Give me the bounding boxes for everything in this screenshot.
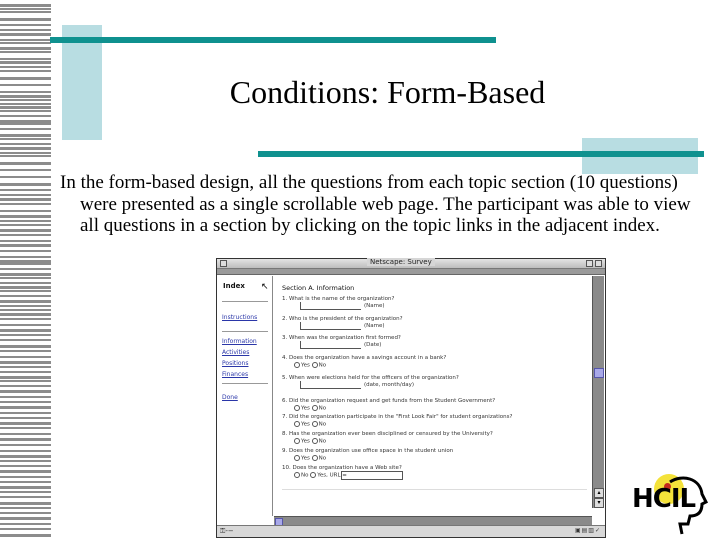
question-4-radios[interactable]: Yes No — [294, 362, 326, 369]
question-1-input[interactable] — [300, 302, 361, 310]
radio-no[interactable] — [312, 421, 318, 427]
question-8-radios[interactable]: Yes No — [294, 438, 326, 445]
index-frame — [218, 276, 273, 516]
hcil-logo — [632, 472, 712, 536]
window-title: Netscape: Survey — [367, 258, 435, 266]
question-9: 9. Does the organization use office space in the student union — [282, 448, 454, 454]
radio-yes-url[interactable] — [310, 472, 316, 478]
radio-yes[interactable] — [294, 421, 300, 427]
vertical-scrollbar[interactable] — [592, 276, 604, 508]
index-divider — [222, 331, 268, 332]
browser-titlebar[interactable] — [217, 259, 605, 269]
question-2-hint: (Name) — [364, 323, 385, 329]
question-1: 1. What is the name of the organization? — [282, 296, 395, 302]
index-divider — [222, 301, 268, 302]
question-10: 10. Does the organization have a Web site? — [282, 465, 402, 471]
collapse-box-icon[interactable] — [595, 260, 602, 267]
logo-text: HCIL — [632, 484, 696, 514]
scroll-up-arrow-icon[interactable]: ▴ — [594, 488, 604, 498]
slide-title: Conditions: Form-Based — [229, 74, 546, 110]
radio-yes[interactable] — [294, 438, 300, 444]
question-5-hint: (date, month/day) — [364, 382, 415, 388]
scroll-down-arrow-icon[interactable]: ▾ — [594, 498, 604, 508]
radio-no[interactable] — [312, 362, 318, 368]
question-4: 4. Does the organization have a savings account in a bank? — [282, 355, 447, 361]
question-5-input[interactable] — [300, 381, 361, 389]
browser-window-screenshot — [216, 258, 606, 538]
radio-yes[interactable] — [294, 362, 300, 368]
scroll-thumb[interactable] — [594, 368, 604, 378]
section-title: Section A. Information — [282, 284, 355, 292]
index-link-finances[interactable]: Finances — [222, 371, 249, 378]
question-7-radios[interactable]: Yes No — [294, 421, 326, 428]
index-link-information[interactable]: Information — [222, 338, 257, 345]
zoom-box-icon[interactable] — [586, 260, 593, 267]
question-10-url-input[interactable] — [341, 471, 403, 480]
question-1-hint: (Name) — [364, 303, 385, 309]
radio-yes[interactable] — [294, 405, 300, 411]
close-box-icon[interactable] — [220, 260, 227, 267]
question-7: 7. Did the organization participate in the "First Look Fair" for student organizations? — [282, 414, 513, 420]
radio-yes[interactable] — [294, 455, 300, 461]
index-divider — [222, 383, 268, 384]
radio-no[interactable] — [312, 438, 318, 444]
form-frame — [274, 276, 592, 516]
question-2: 2. Who is the president of the organization? — [282, 316, 403, 322]
radio-no[interactable] — [294, 472, 300, 478]
browser-toolbar — [217, 269, 605, 275]
index-link-activities[interactable]: Activities — [222, 349, 250, 356]
question-10-radios[interactable]: No Yes, URL = — [294, 472, 347, 479]
question-3-input[interactable] — [300, 341, 361, 349]
question-2-input[interactable] — [300, 322, 361, 330]
slide-body-text: In the form-based design, all the questions from each topic section (10 questions) were presented as a single scrollable web page. The participant was able to view all questions in a section by clicking on the topic links in the adjacent index. — [60, 172, 691, 236]
question-6: 6. Did the organization request and get funds from the Student Government? — [282, 398, 496, 404]
index-link-positions[interactable]: Positions — [222, 360, 249, 367]
index-title: Index — [223, 282, 245, 290]
radio-no[interactable] — [312, 405, 318, 411]
mouse-cursor-icon: ↖ — [261, 282, 269, 292]
index-link-instructions[interactable]: Instructions — [222, 314, 258, 321]
browser-status-bar — [217, 525, 605, 537]
security-key-icon: ⚿-− — [220, 527, 234, 535]
question-6-radios[interactable]: Yes No — [294, 405, 326, 412]
question-3: 3. When was the organization first formed? — [282, 335, 401, 341]
question-8: 8. Has the organization ever been disciplined or censured by the University? — [282, 431, 493, 437]
form-end-divider — [282, 489, 587, 490]
status-component-icons: ▣▤▥✓ — [574, 527, 601, 534]
question-3-hint: (Date) — [364, 342, 382, 348]
question-5: 5. When were elections held for the officers of the organization? — [282, 375, 459, 381]
radio-no[interactable] — [312, 455, 318, 461]
question-9-radios[interactable]: Yes No — [294, 455, 326, 462]
index-link-done[interactable]: Done — [222, 394, 238, 401]
decorative-top-rule — [50, 37, 496, 43]
decorative-bottom-rule — [258, 151, 704, 157]
